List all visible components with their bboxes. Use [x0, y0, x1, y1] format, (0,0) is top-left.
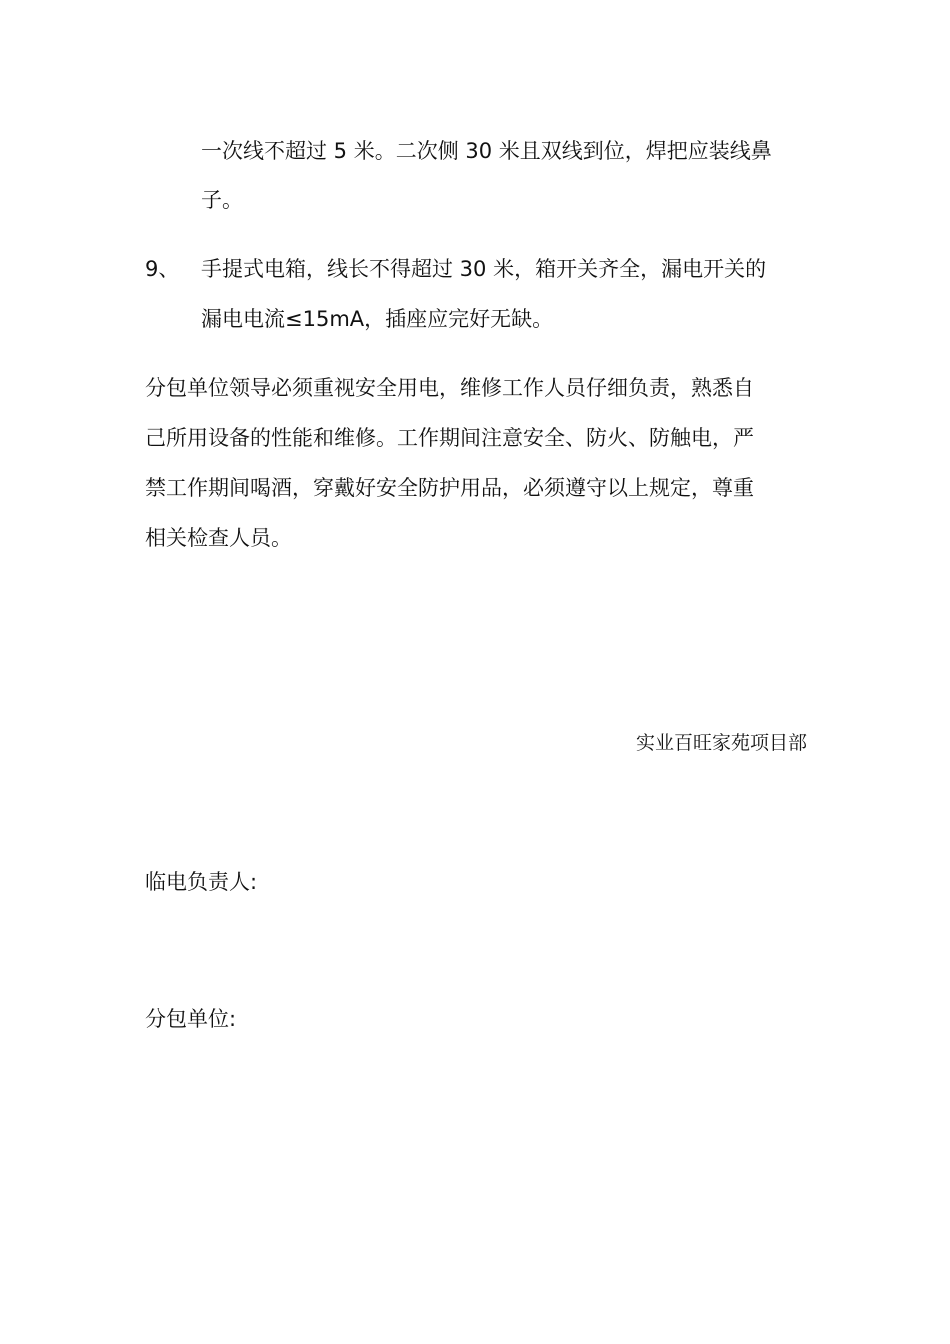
paragraph-line-3: 禁工作期间喝酒，穿戴好安全防护用品，必须遵守以上规定，尊重: [145, 476, 754, 500]
item9-line-1: 手提式电箱，线长不得超过 30 米，箱开关齐全，漏电开关的: [201, 257, 767, 281]
item8-line-1: 一次线不超过 5 米。二次侧 30 米且双线到位，焊把应装线鼻: [201, 139, 772, 163]
paragraph-line-4: 相关检查人员。: [145, 526, 292, 550]
paragraph-line-1: 分包单位领导必须重视安全用电，维修工作人员仔细负责，熟悉自: [145, 376, 754, 400]
paragraph-line-2: 己所用设备的性能和维修。工作期间注意安全、防火、防触电，严: [145, 426, 754, 450]
item9-line-2: 漏电电流≤15mA，插座应完好无缺。: [201, 307, 554, 331]
item8-line-2: 子。: [201, 188, 243, 212]
electric-supervisor-label: 临电负责人:: [145, 870, 258, 894]
item9-number: 9、: [145, 257, 180, 281]
subcontractor-label: 分包单位:: [145, 1007, 237, 1031]
issuer-name: 实业百旺家苑项目部: [635, 732, 807, 754]
